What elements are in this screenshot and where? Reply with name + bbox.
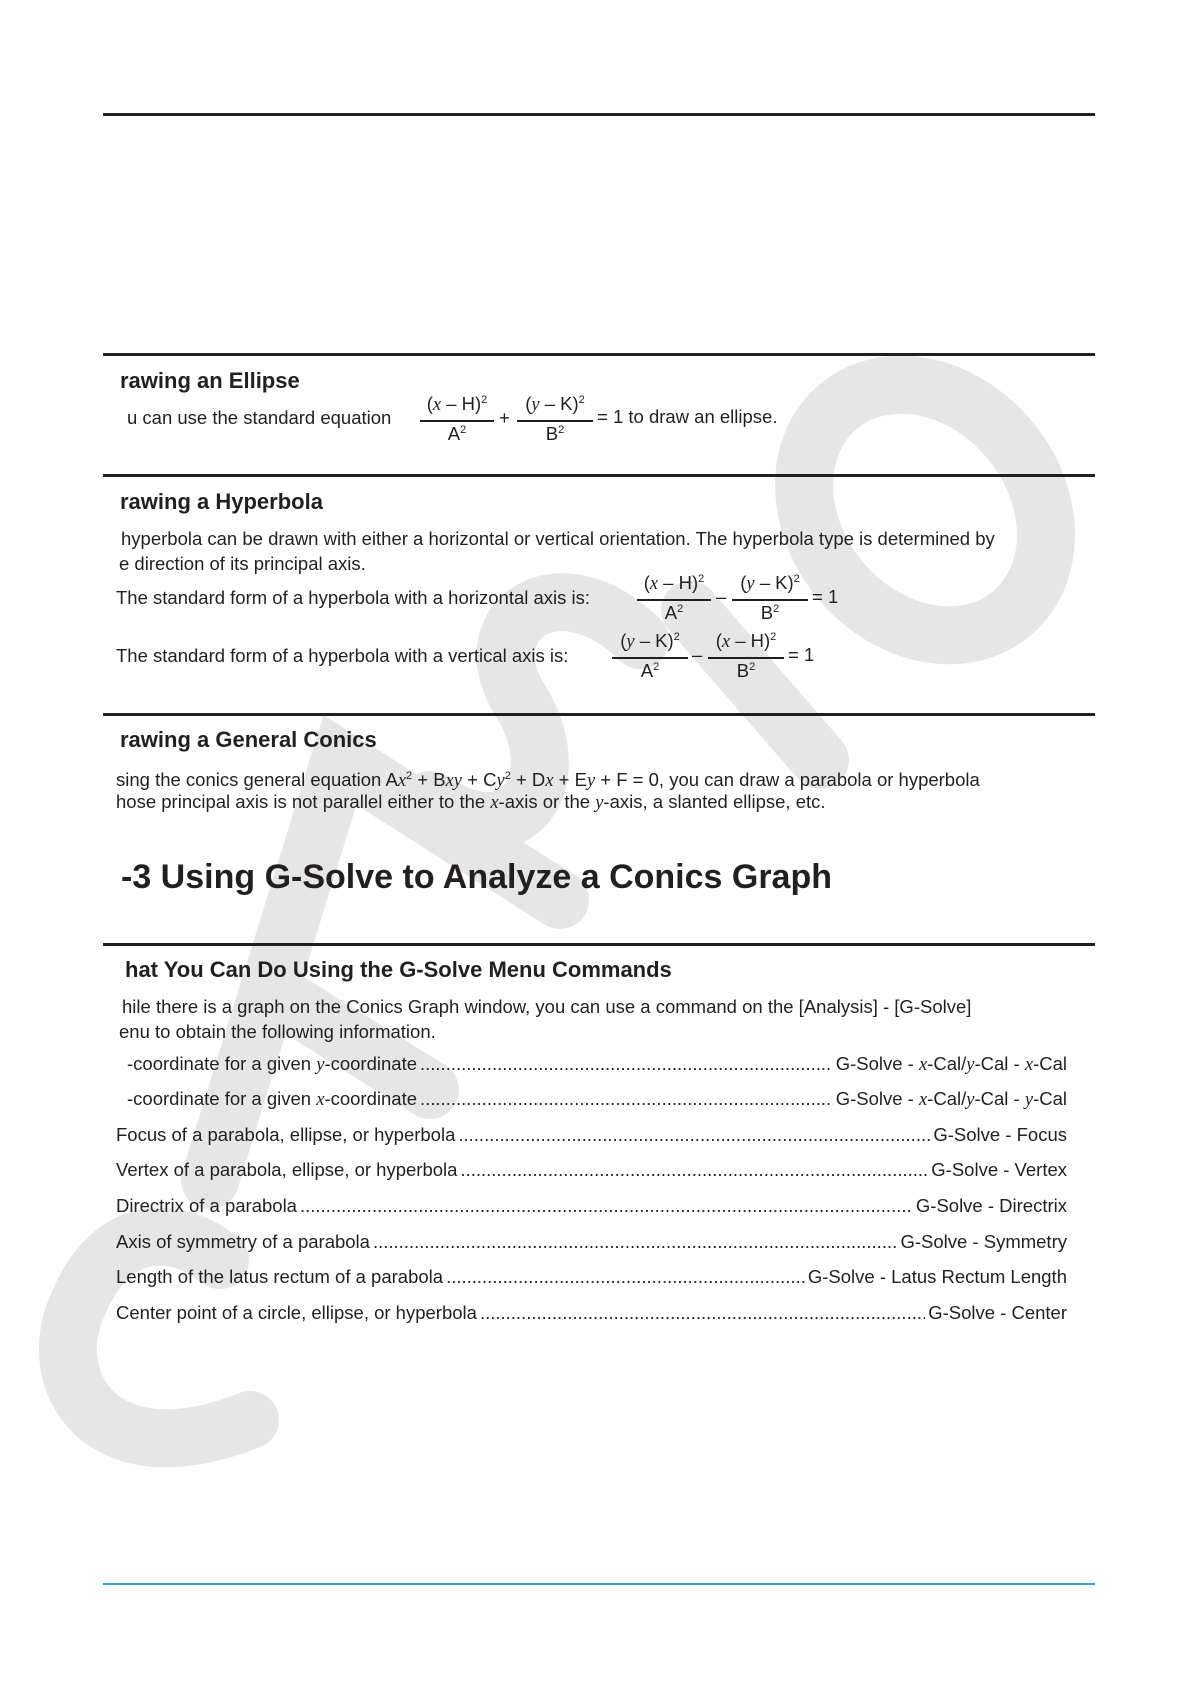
ellipse-intro: u can use the standard equation <box>127 407 392 428</box>
gsolve-heading: hat You Can Do Using the G-Solve Menu Commands <box>125 957 672 982</box>
gsolve-item-command: G-Solve - Latus Rectum Length <box>807 1266 1067 1287</box>
dot-leader <box>420 1088 833 1110</box>
gsolve-item-label: -coordinate for a given y-coordinate <box>127 1053 417 1075</box>
hyperbola-horizontal-fraction-x: (x – H)$^2$ $A^2$ <box>637 572 711 628</box>
dot-leader <box>458 1124 930 1146</box>
hyperbola-horizontal-minus: – <box>716 586 727 607</box>
gsolve-item-command: G-Solve - Directrix <box>915 1195 1067 1216</box>
gsolve-item-vertex <box>116 1159 1067 1185</box>
ellipse-fraction-x: (x – H)$^2$ $A^2$ <box>420 393 494 449</box>
dot-leader <box>480 1302 925 1324</box>
ellipse-tail: = 1 to draw an ellipse. <box>597 406 778 427</box>
ellipse-plus: + <box>499 407 510 428</box>
dot-leader <box>446 1266 805 1288</box>
gsolve-item-label: -coordinate for a given x-coordinate <box>127 1088 417 1110</box>
gsolve-item-focus <box>116 1124 1067 1150</box>
dot-leader <box>420 1053 833 1075</box>
watermark-letter-o <box>754 336 1096 684</box>
gsolve-item-label: Center point of a circle, ellipse, or hyperbola <box>116 1302 477 1323</box>
hyperbola-horizontal-fraction-y: (y – K)$^2$ $B^2$ <box>732 572 808 628</box>
gsolve-item-label: Length of the latus rectum of a parabola <box>116 1266 444 1287</box>
hyperbola-heading: rawing a Hyperbola <box>120 489 323 514</box>
general-conics-line-2: hose principal axis is not parallel either to the x-axis or the y-axis, a slanted ellipse, etc. <box>116 791 826 813</box>
hyperbola-line-1: hyperbola can be drawn with either a horizontal or vertical orientation. The hyperbola type is determined by <box>121 528 995 549</box>
gsolve-line-1: hile there is a graph on the Conics Graph window, you can use a command on the [Analysis] - [G-Solve] <box>122 996 972 1017</box>
gsolve-item-label: Axis of symmetry of a parabola <box>116 1231 370 1252</box>
dot-leader <box>300 1195 913 1217</box>
hyperbola-vertical-eq-one: = 1 <box>788 644 815 665</box>
section-title: -3 Using G-Solve to Analyze a Conics Graph <box>121 858 832 896</box>
gsolve-item-command: G-Solve - Focus <box>933 1124 1067 1145</box>
hyperbola-vertical-minus: – <box>692 644 703 665</box>
ellipse-heading: rawing an Ellipse <box>120 368 300 393</box>
gsolve-item-command: G-Solve - Center <box>928 1302 1067 1323</box>
ellipse-fraction-y: (y – K)$^2$ $B^2$ <box>517 393 593 449</box>
dot-leader <box>460 1159 928 1181</box>
gsolve-item-y-cal <box>127 1088 1067 1114</box>
top-rule <box>103 113 1095 116</box>
hyperbola-vertical-fraction-x: (x – H)$^2$ $B^2$ <box>708 630 784 686</box>
hyperbola-vertical-label: The standard form of a hyperbola with a vertical axis is: <box>116 645 569 666</box>
dot-leader <box>373 1231 898 1253</box>
hyperbola-vertical-fraction-y: (y – K)$^2$ $A^2$ <box>612 630 688 686</box>
gsolve-item-label: Vertex of a parabola, ellipse, or hyperbola <box>116 1159 458 1180</box>
gsolve-item-command: G-Solve - Symmetry <box>900 1231 1067 1252</box>
gsolve-item-command: G-Solve - x-Cal/y-Cal - x-Cal <box>835 1053 1067 1075</box>
general-conics-line-1: sing the conics general equation $Ax^2$ + Bxy + $Cy^2 + Dx + Ey + F = 0$, you can draw a parabola or hyperbola <box>116 769 980 791</box>
gsolve-item-center <box>116 1302 1067 1328</box>
general-conics-rule <box>103 713 1095 716</box>
general-conics-heading: rawing a General Conics <box>120 727 377 752</box>
gsolve-item-directrix <box>116 1195 1067 1221</box>
gsolve-item-label: Focus of a parabola, ellipse, or hyperbola <box>116 1124 456 1145</box>
gsolve-rule <box>103 943 1095 946</box>
gsolve-item-label: Directrix of a parabola <box>116 1195 297 1216</box>
bottom-rule <box>103 1583 1095 1585</box>
ellipse-rule <box>103 353 1095 356</box>
gsolve-item-latus-rectum <box>116 1266 1067 1292</box>
gsolve-item-command: G-Solve - x-Cal/y-Cal - y-Cal <box>835 1088 1067 1110</box>
hyperbola-horizontal-label: The standard form of a hyperbola with a horizontal axis is: <box>116 587 591 608</box>
gsolve-item-x-cal <box>127 1053 1067 1079</box>
gsolve-line-2: enu to obtain the following information. <box>119 1021 436 1042</box>
hyperbola-line-2: e direction of its principal axis. <box>119 553 366 574</box>
gsolve-item-command: G-Solve - Vertex <box>931 1159 1067 1180</box>
hyperbola-rule <box>103 474 1095 477</box>
hyperbola-horizontal-eq-one: = 1 <box>812 586 839 607</box>
gsolve-item-symmetry <box>116 1231 1067 1257</box>
